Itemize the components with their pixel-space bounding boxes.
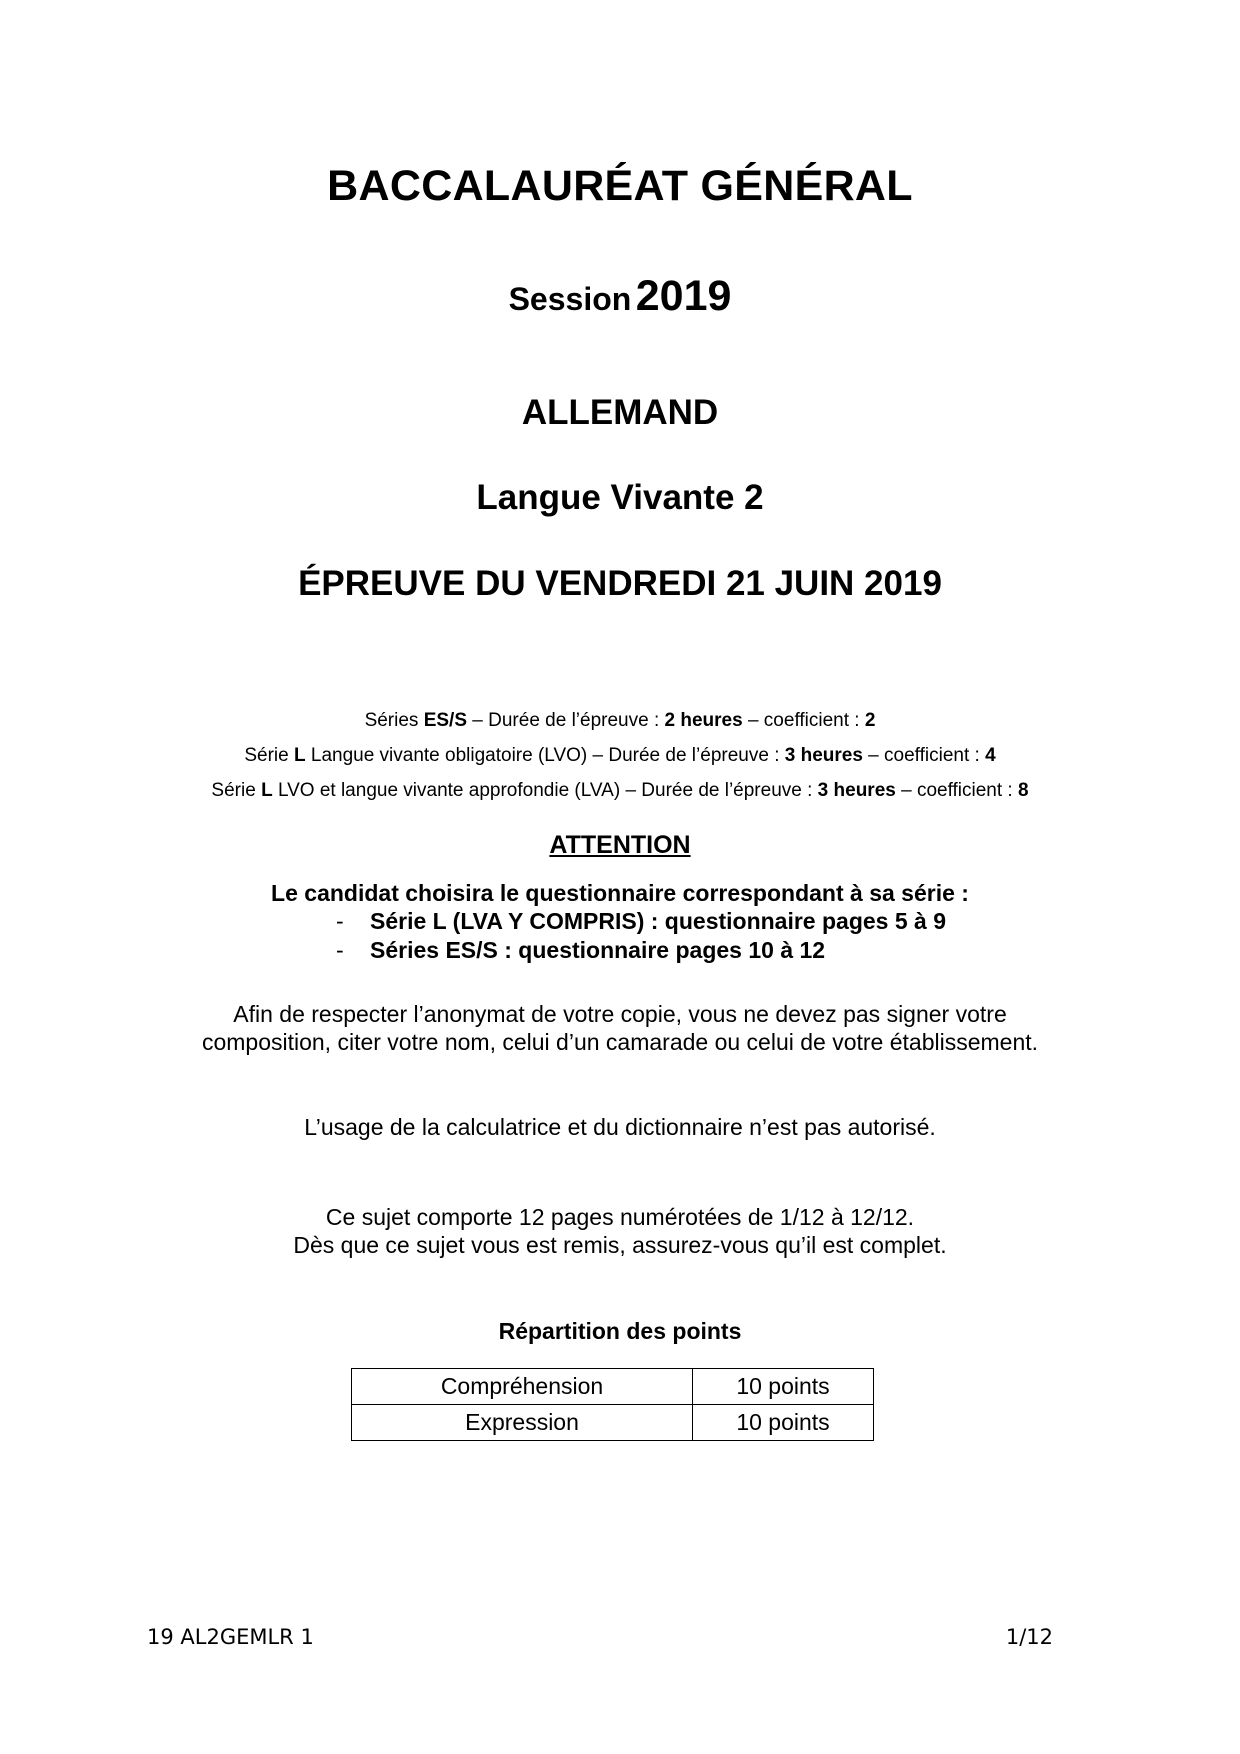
series-prefix: Série xyxy=(211,780,262,801)
series-name: L xyxy=(293,745,306,766)
series-coef: 8 xyxy=(1018,780,1029,801)
series-name: ES/S xyxy=(423,710,468,731)
points-value-cell: 10 points xyxy=(693,1369,874,1405)
session-year: 2019 xyxy=(635,272,732,320)
series-prefix: Séries xyxy=(364,710,424,731)
series-duration-label: LVO et langue vivante approfondie (LVA) – Durée de l’épreuve : xyxy=(272,780,818,801)
series-name: L xyxy=(261,780,273,801)
series-duration-label: – Durée de l’épreuve : xyxy=(467,710,665,731)
exam-subject: ALLEMAND xyxy=(521,393,719,432)
language-level: Langue Vivante 2 xyxy=(476,478,764,517)
series-line-l-lva xyxy=(0,780,1240,802)
questionnaire-option-es-s xyxy=(336,937,825,964)
points-part-cell: Compréhension xyxy=(352,1369,693,1405)
table-row xyxy=(352,1405,874,1441)
page-count-notice: Ce sujet comporte 12 pages numérotées de 1/12 à 12/12. xyxy=(325,1204,915,1230)
option-text: Séries ES/S : questionnaire pages 10 à 12 xyxy=(370,937,826,963)
anonymity-notice-line-1: Afin de respecter l’anonymat de votre copie, vous ne devez pas signer votre xyxy=(233,1001,1007,1027)
attention-instruction: Le candidat choisira le questionnaire correspondant à sa série : xyxy=(271,880,969,906)
exam-title: BACCALAURÉAT GÉNÉRAL xyxy=(327,162,913,210)
calculator-notice: L’usage de la calculatrice et du dictionnaire n’est pas autorisé. xyxy=(304,1114,936,1140)
option-text: Série L (LVA Y COMPRIS) : questionnaire pages 5 à 9 xyxy=(370,908,947,934)
list-dash: - xyxy=(336,908,344,934)
completeness-notice: Dès que ce sujet vous est remis, assurez-vous qu’il est complet. xyxy=(293,1232,947,1258)
series-coef-label: – coefficient : xyxy=(862,745,986,766)
series-line-es-s xyxy=(0,710,1240,732)
series-coef: 2 xyxy=(864,710,876,731)
questionnaire-option-l xyxy=(336,908,946,935)
table-row xyxy=(352,1369,874,1405)
footer-page-number: 1/12 xyxy=(1005,1625,1053,1649)
exam-date: ÉPREUVE DU VENDREDI 21 JUIN 2019 xyxy=(298,564,942,603)
series-duration-label: Langue vivante obligatoire (LVO) – Durée de l’épreuve : xyxy=(305,745,785,766)
session-label: Session xyxy=(508,281,632,317)
series-duration: 2 heures xyxy=(664,710,743,731)
series-coef-label: – coefficient : xyxy=(742,710,865,731)
points-part-cell: Expression xyxy=(352,1405,693,1441)
series-duration: 3 heures xyxy=(784,745,863,766)
series-coef: 4 xyxy=(985,745,996,766)
list-dash: - xyxy=(336,937,344,963)
series-coef-label: – coefficient : xyxy=(895,780,1018,801)
points-value-cell: 10 points xyxy=(693,1405,874,1441)
series-duration: 3 heures xyxy=(817,780,896,801)
session-line xyxy=(0,272,1240,321)
points-heading: Répartition des points xyxy=(498,1318,742,1344)
anonymity-notice-line-2: composition, citer votre nom, celui d’un camarade ou celui de votre établissement. xyxy=(201,1029,1039,1055)
attention-heading: ATTENTION xyxy=(549,831,691,859)
footer-code: 19 AL2GEMLR 1 xyxy=(147,1625,314,1649)
series-line-l-lvo xyxy=(0,745,1240,767)
points-table xyxy=(351,1368,874,1441)
series-prefix: Série xyxy=(244,745,294,766)
